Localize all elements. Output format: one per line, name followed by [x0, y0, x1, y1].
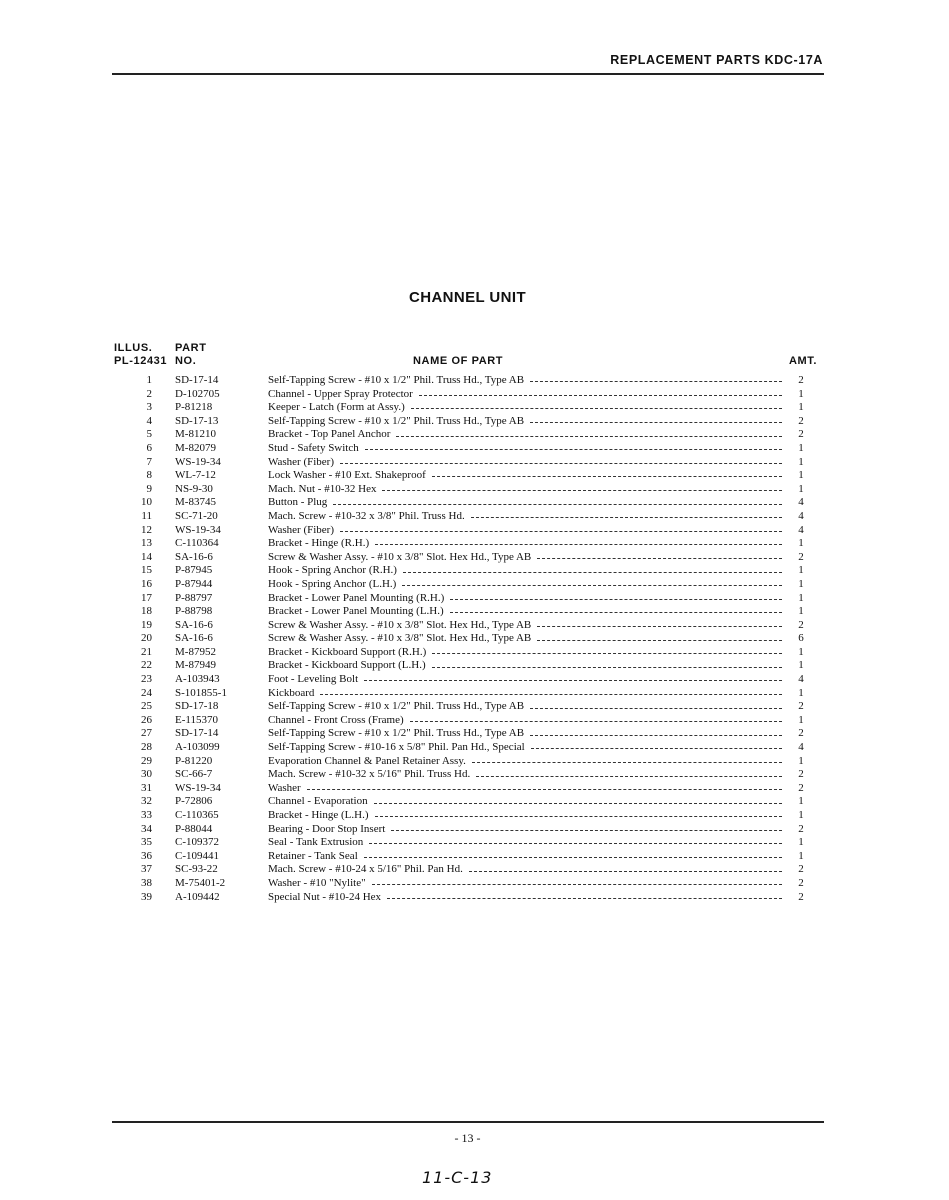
part-number: A-103099: [175, 741, 220, 754]
part-name: Self-Tapping Screw - #10 x 1/2" Phil. Truss Hd., Type AB: [268, 414, 525, 427]
dotted-leader: [537, 640, 782, 641]
dotted-leader: [530, 708, 782, 709]
table-row: [112, 863, 812, 877]
part-amount: 2: [798, 876, 804, 889]
part-name-cell: [268, 442, 782, 456]
dotted-leader: [391, 830, 782, 831]
part-amount: 1: [798, 795, 804, 808]
part-number: SD-17-14: [175, 374, 219, 386]
part-name: Button - Plug: [268, 496, 328, 509]
part-number: D-102705: [175, 387, 220, 400]
table-row: [112, 592, 812, 606]
dotted-leader: [450, 612, 782, 613]
part-number: C-110365: [175, 809, 219, 821]
part-amount: 4: [798, 673, 804, 686]
col-header-amt: AMT.: [789, 355, 818, 367]
dotted-leader: [531, 748, 782, 749]
col-header-illus-line2: PL-12431: [114, 355, 168, 367]
dotted-leader: [419, 395, 782, 396]
part-name: Hook - Spring Anchor (L.H.): [268, 577, 397, 590]
part-number: SC-93-22: [175, 863, 218, 876]
illus-number: 27: [141, 727, 152, 740]
part-name: Screw & Washer Assy. - #10 x 3/8" Slot. Hex Hd., Type AB: [268, 618, 532, 631]
table-row: [112, 836, 812, 850]
illus-number: 23: [141, 673, 152, 686]
part-name-cell: [268, 863, 782, 877]
illus-number: 30: [141, 768, 152, 781]
illus-number: 2: [146, 387, 152, 400]
dotted-leader: [411, 408, 782, 409]
dotted-leader: [410, 721, 782, 722]
part-name: Washer - #10 "Nylite": [268, 876, 366, 889]
table-row: [112, 768, 812, 782]
illus-number: 5: [146, 428, 152, 441]
part-number: P-72806: [175, 795, 213, 808]
illus-number: 1: [146, 374, 152, 386]
part-amount: 1: [798, 713, 804, 726]
part-number: WS-19-34: [175, 781, 221, 794]
illus-number: 9: [146, 482, 152, 495]
part-name: Hook - Spring Anchor (R.H.): [268, 564, 397, 577]
table-row: [112, 714, 812, 728]
part-name: Screw & Washer Assy. - #10 x 3/8" Slot. Hex Hd., Type AB: [268, 632, 532, 645]
illus-number: 15: [141, 564, 152, 577]
illus-number: 17: [141, 591, 152, 604]
part-number: SC-66-7: [175, 768, 213, 781]
table-row: [112, 388, 812, 402]
part-amount: 2: [798, 727, 804, 740]
dotted-leader: [369, 843, 782, 844]
illus-number: 6: [146, 441, 152, 454]
illus-number: 26: [141, 713, 152, 726]
illus-number: 34: [141, 822, 152, 835]
part-name: Bearing - Door Stop Insert: [268, 822, 386, 835]
illus-number: 33: [141, 809, 152, 821]
part-amount: 2: [798, 890, 804, 903]
part-name: Retainer - Tank Seal: [268, 849, 358, 862]
table-row: [112, 673, 812, 687]
part-name: Channel - Front Cross (Frame): [268, 713, 404, 726]
part-name-cell: [268, 768, 782, 782]
part-name: Bracket - Lower Panel Mounting (R.H.): [268, 591, 445, 604]
part-number: P-81220: [175, 754, 213, 767]
part-name-cell: [268, 619, 782, 633]
part-amount: 1: [798, 577, 804, 590]
part-name-cell: [268, 551, 782, 565]
illus-number: 11: [141, 509, 152, 522]
part-number: SA-16-6: [175, 550, 213, 563]
part-name-cell: [268, 592, 782, 606]
section-title: CHANNEL UNIT: [408, 289, 527, 306]
part-amount: 2: [798, 428, 804, 441]
illus-number: 19: [141, 618, 152, 631]
dotted-leader: [471, 517, 782, 518]
dotted-leader: [372, 884, 782, 885]
illus-number: 29: [141, 754, 152, 767]
table-row: [112, 551, 812, 565]
illus-number: 7: [146, 455, 152, 468]
part-name-cell: [268, 714, 782, 728]
part-name: Channel - Evaporation: [268, 795, 368, 808]
part-number: P-81218: [175, 401, 213, 414]
part-amount: 1: [798, 686, 804, 699]
part-name: Special Nut - #10-24 Hex: [268, 890, 382, 903]
table-row: [112, 687, 812, 701]
part-amount: 1: [798, 469, 804, 482]
part-name-cell: [268, 850, 782, 864]
part-name: Self-Tapping Screw - #10 x 1/2" Phil. Truss Hd., Type AB: [268, 700, 525, 713]
part-number: WL-7-12: [175, 469, 216, 482]
dotted-leader: [450, 599, 782, 600]
part-name-cell: [268, 428, 782, 442]
part-number: WS-19-34: [175, 523, 221, 536]
table-row: [112, 727, 812, 741]
illus-number: 16: [141, 577, 152, 590]
part-name: Self-Tapping Screw - #10 x 1/2" Phil. Truss Hd., Type AB: [268, 727, 525, 740]
part-amount: 6: [798, 632, 804, 645]
part-name-cell: [268, 483, 782, 497]
illus-number: 18: [141, 605, 152, 618]
table-row: [112, 877, 812, 891]
part-name-cell: [268, 782, 782, 796]
illus-number: 14: [141, 550, 152, 563]
illus-number: 37: [141, 863, 152, 876]
part-name: Stud - Safety Switch: [268, 441, 359, 454]
part-number: SD-17-14: [175, 727, 219, 740]
part-name-cell: [268, 564, 782, 578]
dotted-leader: [382, 490, 782, 491]
illus-number: 32: [141, 795, 152, 808]
part-amount: 1: [798, 564, 804, 577]
table-row: [112, 619, 812, 633]
table-row: [112, 632, 812, 646]
part-amount: 1: [798, 836, 804, 849]
part-name-cell: [268, 727, 782, 741]
illus-number: 25: [141, 700, 152, 713]
part-name: Seal - Tank Extrusion: [268, 836, 364, 849]
dotted-leader: [530, 422, 782, 423]
part-name: Self-Tapping Screw - #10-16 x 5/8" Phil. Pan Hd., Special: [268, 741, 525, 754]
illus-number: 12: [141, 523, 152, 536]
part-number: SA-16-6: [175, 618, 213, 631]
part-amount: 1: [798, 387, 804, 400]
handwritten-code: 11-C-13: [422, 1168, 493, 1187]
part-amount: 1: [798, 591, 804, 604]
table-row: [112, 850, 812, 864]
part-amount: 2: [798, 781, 804, 794]
part-amount: 1: [798, 645, 804, 658]
part-number: M-75401-2: [175, 876, 226, 889]
part-number: P-87944: [175, 577, 213, 590]
part-number: SC-71-20: [175, 509, 218, 522]
illus-number: 10: [141, 496, 152, 509]
part-name-cell: [268, 374, 782, 388]
dotted-leader: [375, 544, 782, 545]
part-name-cell: [268, 823, 782, 837]
part-name-cell: [268, 687, 782, 701]
table-row: [112, 428, 812, 442]
dotted-leader: [340, 463, 782, 464]
col-header-name: NAME OF PART: [413, 355, 504, 367]
part-amount: 2: [798, 768, 804, 781]
illus-number: 39: [141, 890, 152, 903]
table-row: [112, 795, 812, 809]
illus-number: 4: [146, 414, 152, 427]
part-name: Channel - Upper Spray Protector: [268, 387, 413, 400]
part-name: Bracket - Hinge (L.H.): [268, 809, 369, 821]
part-number: SD-17-13: [175, 414, 219, 427]
dotted-leader: [320, 694, 782, 695]
part-number: A-103943: [175, 673, 220, 686]
dotted-leader: [537, 626, 782, 627]
dotted-leader: [365, 449, 782, 450]
dotted-leader: [364, 857, 782, 858]
table-row: [112, 659, 812, 673]
part-name-cell: [268, 401, 782, 415]
table-row: [112, 401, 812, 415]
illus-number: 35: [141, 836, 152, 849]
table-row: [112, 605, 812, 619]
part-number: P-88798: [175, 605, 213, 618]
part-number: M-83745: [175, 496, 216, 509]
part-amount: 4: [798, 523, 804, 536]
illus-number: 21: [141, 645, 152, 658]
illus-number: 20: [141, 632, 152, 645]
part-name-cell: [268, 700, 782, 714]
part-number: P-88044: [175, 822, 213, 835]
illus-number: 24: [141, 686, 152, 699]
document-header-title: REPLACEMENT PARTS KDC-17A: [610, 53, 823, 67]
part-amount: 2: [798, 863, 804, 876]
dotted-leader: [387, 898, 782, 899]
illus-number: 8: [146, 469, 152, 482]
part-amount: 1: [798, 809, 804, 821]
part-number: P-88797: [175, 591, 213, 604]
dotted-leader: [403, 572, 782, 573]
part-name-cell: [268, 755, 782, 769]
part-amount: 1: [798, 441, 804, 454]
part-number: C-109372: [175, 836, 219, 849]
part-number: SD-17-18: [175, 700, 219, 713]
dotted-leader: [469, 871, 782, 872]
part-amount: 2: [798, 414, 804, 427]
part-name: Bracket - Kickboard Support (R.H.): [268, 645, 427, 658]
part-name: Bracket - Hinge (R.H.): [268, 537, 370, 550]
part-name: Mach. Screw - #10-32 x 5/16" Phil. Truss Hd.: [268, 768, 471, 781]
table-row: [112, 891, 812, 905]
table-row: [112, 510, 812, 524]
part-name-cell: [268, 741, 782, 755]
table-row: [112, 782, 812, 796]
part-name-cell: [268, 795, 782, 809]
dotted-leader: [340, 531, 782, 532]
part-name-cell: [268, 673, 782, 687]
part-number: M-82079: [175, 441, 216, 454]
part-name: Bracket - Top Panel Anchor: [268, 428, 391, 441]
dotted-leader: [364, 680, 782, 681]
part-amount: 1: [798, 754, 804, 767]
part-amount: 4: [798, 496, 804, 509]
table-row: [112, 374, 812, 388]
part-name-cell: [268, 659, 782, 673]
part-name: Washer (Fiber): [268, 455, 335, 468]
part-amount: 2: [798, 374, 804, 386]
part-number: C-110364: [175, 537, 219, 550]
part-name: Foot - Leveling Bolt: [268, 673, 359, 686]
dotted-leader: [432, 653, 782, 654]
part-name-cell: [268, 496, 782, 510]
part-number: NS-9-30: [175, 482, 213, 495]
part-name-cell: [268, 877, 782, 891]
part-name-cell: [268, 809, 782, 823]
part-name-cell: [268, 510, 782, 524]
table-row: [112, 415, 812, 429]
part-amount: 1: [798, 482, 804, 495]
parts-list: [112, 374, 812, 904]
part-name: Kickboard: [268, 686, 315, 699]
part-amount: 1: [798, 401, 804, 414]
page-number: - 13 -: [454, 1131, 481, 1145]
table-row: [112, 483, 812, 497]
part-amount: 1: [798, 605, 804, 618]
dotted-leader: [476, 776, 782, 777]
dotted-leader: [530, 735, 782, 736]
part-name-cell: [268, 469, 782, 483]
dotted-leader: [530, 381, 782, 382]
part-name-cell: [268, 632, 782, 646]
table-row: [112, 646, 812, 660]
table-row: [112, 578, 812, 592]
table-row: [112, 537, 812, 551]
part-name-cell: [268, 415, 782, 429]
part-amount: 2: [798, 618, 804, 631]
part-amount: 1: [798, 455, 804, 468]
table-row: [112, 741, 812, 755]
part-name: Self-Tapping Screw - #10 x 1/2" Phil. Truss Hd., Type AB: [268, 374, 525, 386]
part-name-cell: [268, 537, 782, 551]
col-header-part-line1: PART: [175, 342, 207, 354]
dotted-leader: [396, 436, 782, 437]
col-header-illus-line1: ILLUS.: [114, 342, 153, 354]
table-row: [112, 700, 812, 714]
part-number: M-87949: [175, 659, 216, 672]
part-name-cell: [268, 605, 782, 619]
part-name: Mach. Screw - #10-32 x 3/8" Phil. Truss Hd.: [268, 509, 465, 522]
dotted-leader: [432, 476, 782, 477]
part-name-cell: [268, 456, 782, 470]
table-row: [112, 442, 812, 456]
part-name-cell: [268, 836, 782, 850]
part-name: Keeper - Latch (Form at Assy.): [268, 401, 405, 414]
illus-number: 28: [141, 741, 152, 754]
part-amount: 4: [798, 741, 804, 754]
part-amount: 1: [798, 849, 804, 862]
part-name: Washer (Fiber): [268, 523, 335, 536]
part-number: SA-16-6: [175, 632, 213, 645]
part-name: Mach. Nut - #10-32 Hex: [268, 482, 377, 495]
dotted-leader: [472, 762, 782, 763]
dotted-leader: [402, 585, 782, 586]
part-name: Screw & Washer Assy. - #10 x 3/8" Slot. Hex Hd., Type AB: [268, 550, 532, 563]
footer-rule: [112, 1121, 824, 1123]
illus-number: 3: [146, 401, 152, 414]
part-amount: 2: [798, 822, 804, 835]
part-amount: 1: [798, 537, 804, 550]
part-amount: 1: [798, 659, 804, 672]
part-name-cell: [268, 891, 782, 905]
table-row: [112, 524, 812, 538]
table-row: [112, 456, 812, 470]
part-number: P-87945: [175, 564, 213, 577]
table-row: [112, 469, 812, 483]
illus-number: 31: [141, 781, 152, 794]
part-number: S-101855-1: [175, 686, 227, 699]
illus-number: 13: [141, 537, 152, 550]
part-number: E-115370: [175, 713, 218, 726]
part-name: Mach. Screw - #10-24 x 5/16" Phil. Pan Hd.: [268, 863, 463, 876]
dotted-leader: [537, 558, 782, 559]
part-amount: 4: [798, 509, 804, 522]
dotted-leader: [432, 667, 782, 668]
part-name: Washer: [268, 781, 301, 794]
part-number: M-81210: [175, 428, 216, 441]
part-number: C-109441: [175, 849, 219, 862]
part-number: A-109442: [175, 890, 220, 903]
table-row: [112, 755, 812, 769]
part-name-cell: [268, 388, 782, 402]
col-header-part-line2: NO.: [175, 355, 197, 367]
part-number: WS-19-34: [175, 455, 221, 468]
part-amount: 2: [798, 700, 804, 713]
part-name: Bracket - Lower Panel Mounting (L.H.): [268, 605, 444, 618]
illus-number: 36: [141, 849, 152, 862]
table-row: [112, 809, 812, 823]
dotted-leader: [374, 803, 782, 804]
header-rule: [112, 73, 824, 75]
table-row: [112, 823, 812, 837]
part-name-cell: [268, 524, 782, 538]
illus-number: 22: [141, 659, 152, 672]
dotted-leader: [375, 816, 783, 817]
part-amount: 2: [798, 550, 804, 563]
dotted-leader: [307, 789, 782, 790]
table-row: [112, 496, 812, 510]
table-row: [112, 564, 812, 578]
dotted-leader: [333, 504, 782, 505]
part-number: M-87952: [175, 645, 216, 658]
illus-number: 38: [141, 876, 152, 889]
part-name-cell: [268, 646, 782, 660]
part-name: Lock Washer - #10 Ext. Shakeproof: [268, 469, 426, 482]
part-name-cell: [268, 578, 782, 592]
part-name: Evaporation Channel & Panel Retainer Assy.: [268, 754, 466, 767]
part-name: Bracket - Kickboard Support (L.H.): [268, 659, 426, 672]
